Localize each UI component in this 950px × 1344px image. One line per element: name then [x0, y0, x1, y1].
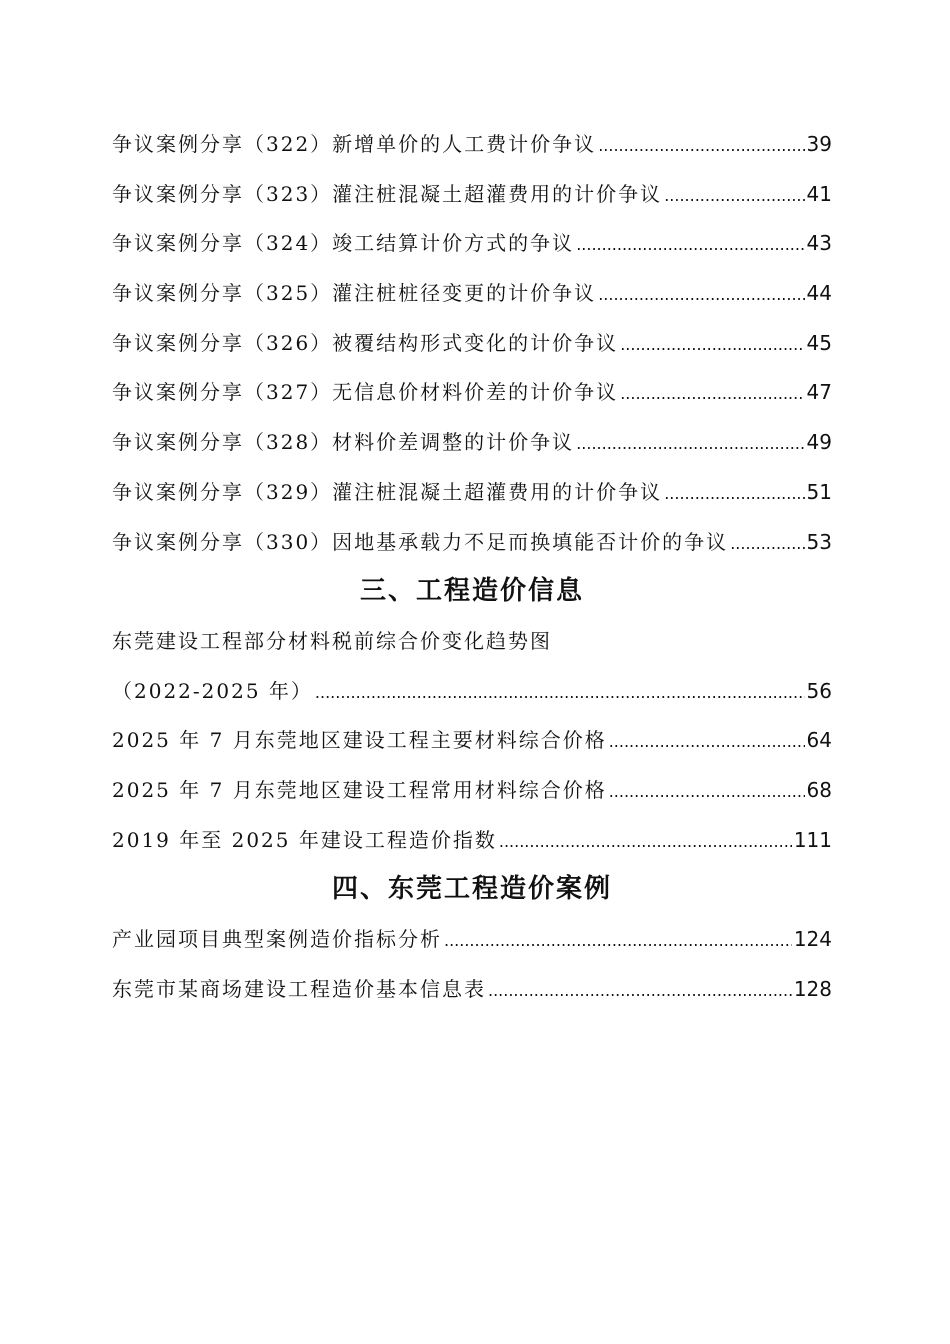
toc-entry-323[interactable] — [112, 170, 832, 220]
toc-entry-title: 争议案例分享（324）竣工结算计价方式的争议 — [112, 231, 575, 256]
dot-leader — [444, 915, 792, 966]
toc-entry-329[interactable] — [112, 468, 832, 518]
toc-entry-page: 51 — [806, 479, 832, 504]
toc-entry-title: 2025 年 7 月东莞地区建设工程常用材料综合价格 — [112, 777, 607, 802]
toc-entry-page: 44 — [806, 281, 832, 306]
toc-entry-trend-chart[interactable] — [112, 617, 832, 667]
toc-entry-title: 东莞市某商场建设工程造价基本信息表 — [112, 976, 486, 1001]
toc-entry-page: 111 — [793, 827, 832, 852]
dot-leader — [576, 219, 804, 270]
toc-entry-page: 45 — [806, 330, 832, 355]
toc-entry-trend-chart-cont[interactable] — [112, 667, 832, 717]
toc-entry-title: 争议案例分享（326）被覆结构形式变化的计价争议 — [112, 330, 619, 355]
toc-entry-330[interactable] — [112, 518, 832, 568]
toc-entry-page: 56 — [806, 678, 832, 703]
toc-entry-title: 争议案例分享（327）无信息价材料价差的计价争议 — [112, 380, 619, 405]
toc-entry-shopping-mall[interactable] — [112, 965, 832, 1015]
toc-entry-page: 41 — [806, 181, 832, 206]
toc-entry-title: 争议案例分享（322）新增单价的人工费计价争议 — [112, 132, 597, 156]
toc-entry-title: 争议案例分享（329）灌注桩混凝土超灌费用的计价争议 — [112, 479, 663, 504]
toc-entry-page: 47 — [806, 380, 832, 405]
dot-leader — [730, 518, 804, 569]
dot-leader — [598, 269, 804, 320]
section-heading-4: 四、东莞工程造价案例 — [331, 874, 612, 905]
dot-leader — [488, 965, 792, 1016]
toc-entry-324[interactable] — [112, 219, 832, 269]
toc-entry-title: 争议案例分享（325）灌注桩桩径变更的计价争议 — [112, 281, 597, 306]
dot-leader — [576, 418, 804, 469]
toc-entry-325[interactable] — [112, 269, 832, 319]
toc-entry-title: 2025 年 7 月东莞地区建设工程主要材料综合价格 — [112, 728, 607, 753]
dot-leader — [620, 319, 804, 370]
table-of-contents — [112, 120, 832, 1014]
toc-entry-page: 53 — [806, 529, 832, 554]
toc-entry-main-materials[interactable] — [112, 716, 832, 766]
toc-entry-title: 争议案例分享（330）因地基承载力不足而换填能否计价的争议 — [112, 529, 729, 554]
toc-entry-page: 68 — [806, 777, 832, 802]
toc-entry-page: 128 — [793, 976, 832, 1001]
toc-entry-322[interactable] — [112, 120, 832, 170]
dot-leader — [315, 667, 805, 718]
toc-entry-page: 64 — [806, 728, 832, 753]
toc-entry-title: 争议案例分享（323）灌注桩混凝土超灌费用的计价争议 — [112, 181, 663, 206]
dot-leader — [609, 766, 805, 817]
toc-entry-industrial-park[interactable] — [112, 915, 832, 965]
dot-leader — [609, 716, 805, 767]
toc-entry-title: 产业园项目典型案例造价指标分析 — [112, 927, 442, 951]
toc-entry-328[interactable] — [112, 418, 832, 468]
dot-leader — [620, 368, 804, 419]
toc-entry-title: （2022-2025 年） — [112, 678, 313, 703]
toc-entry-page: 43 — [806, 231, 832, 256]
toc-entry-page: 49 — [806, 430, 832, 455]
toc-entry-page: 124 — [793, 927, 832, 951]
dot-leader — [664, 468, 804, 519]
dot-leader — [664, 170, 804, 221]
toc-entry-page: 39 — [806, 132, 832, 156]
section-heading-3: 三、工程造价信息 — [359, 576, 584, 607]
toc-entry-title: 2019 年至 2025 年建设工程造价指数 — [112, 827, 497, 852]
toc-entry-327[interactable] — [112, 368, 832, 418]
toc-entry-common-materials[interactable] — [112, 766, 832, 816]
toc-entry-cost-index[interactable] — [112, 816, 832, 866]
toc-entry-title: 争议案例分享（328）材料价差调整的计价争议 — [112, 430, 575, 455]
toc-entry-title: 东莞建设工程部分材料税前综合价变化趋势图 — [112, 628, 552, 653]
dot-leader — [499, 816, 792, 867]
dot-leader — [598, 120, 804, 171]
toc-entry-326[interactable] — [112, 319, 832, 369]
